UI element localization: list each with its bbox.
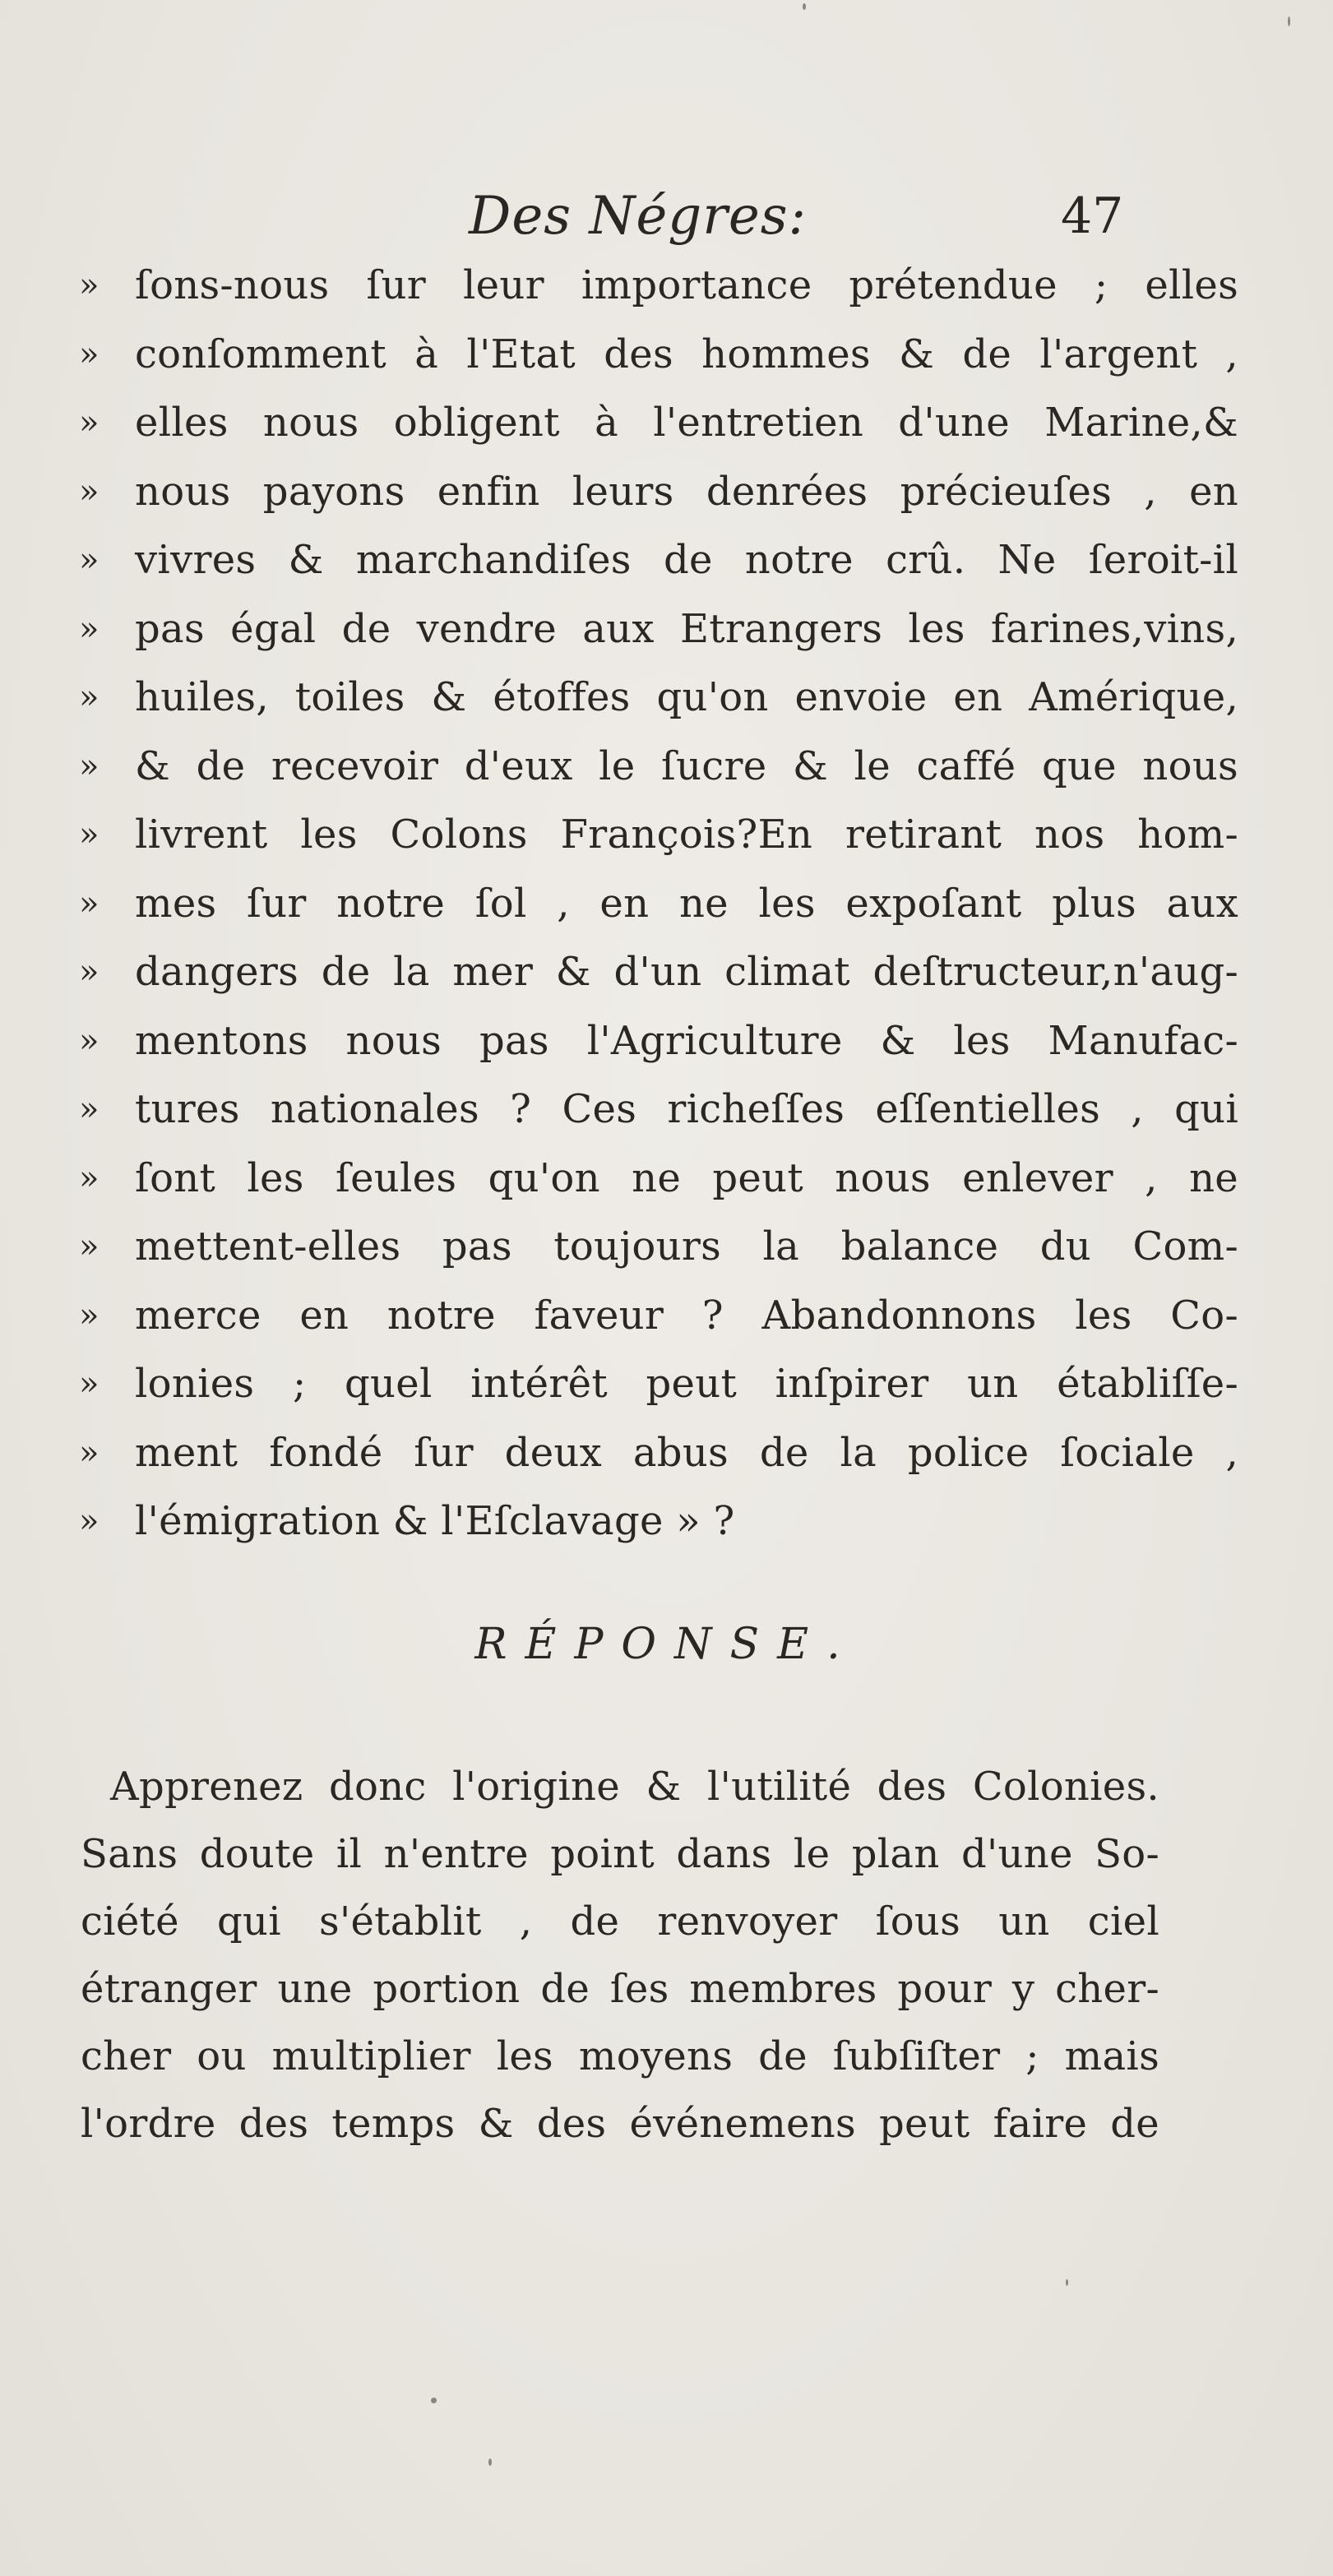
quoted-line-text: livrent les Colons François?En retirant nos hom- <box>135 812 1238 858</box>
quoted-line <box>79 938 1238 1007</box>
paper-speck <box>488 2458 492 2466</box>
quoted-line <box>79 1007 1238 1076</box>
quoted-line <box>79 389 1238 458</box>
quoted-line <box>79 664 1238 733</box>
quote-mark: » <box>79 1159 100 1197</box>
quoted-line-text: huiles, toiles & étoffes qu'on envoie en Amérique, <box>135 674 1238 720</box>
quote-mark: » <box>79 1433 100 1472</box>
quoted-line-text: ſons-nous ſur leur importance prétendue ; elles <box>135 262 1238 308</box>
quoted-line-text: elles nous obligent à l'entretien d'une Marine,& <box>135 400 1238 446</box>
quoted-line-text: mes ſur notre ſol , en ne les expoſant plus aux <box>135 880 1238 927</box>
paper-speck <box>431 2398 437 2403</box>
quote-mark: » <box>79 747 100 785</box>
quoted-line <box>79 321 1238 390</box>
quoted-line <box>79 526 1238 595</box>
page-number: 47 <box>1061 187 1124 245</box>
quoted-line <box>79 1075 1238 1145</box>
quote-mark: » <box>79 541 100 579</box>
quoted-line-text: tures nationales ? Ces richeſſes eſſentielles , qui <box>135 1086 1238 1132</box>
quoted-line <box>79 801 1238 870</box>
quoted-line-text: nous payons enfin leurs denrées précieuſes , en <box>135 468 1238 515</box>
quoted-line-text: vivres & marchandiſes de notre crû. Ne ſeroit-il <box>135 537 1238 583</box>
quote-mark: » <box>79 1021 100 1060</box>
quoted-line-text: ſont les ſeules qu'on ne peut nous enlever , ne <box>135 1154 1238 1201</box>
quoted-line <box>79 252 1238 321</box>
quoted-passage <box>79 252 1238 1556</box>
paragraph-line: Sans doute il n'entre point dans le plan d'une So- <box>81 1831 1159 1877</box>
section-heading: RÉPONSE. <box>474 1620 859 1669</box>
quoted-line-text: conſomment à l'Etat des hommes & de l'argent , <box>135 331 1238 377</box>
paper-speck <box>1066 2279 1068 2286</box>
quoted-line <box>79 1419 1238 1488</box>
quote-mark: » <box>79 335 100 373</box>
quote-mark: » <box>79 816 100 853</box>
paper-speck <box>1288 16 1290 26</box>
paragraph-line: Apprenez donc l'origine & l'utilité des Colonies. <box>110 1764 1159 1810</box>
quoted-line <box>79 733 1238 802</box>
quoted-line <box>79 1213 1238 1282</box>
response-paragraph <box>81 1753 1159 2157</box>
paragraph-line: ciété qui s'établit , de renvoyer ſous un ciel <box>81 1898 1159 1945</box>
quote-mark: » <box>79 472 100 511</box>
quote-mark: » <box>79 266 100 304</box>
quoted-line <box>79 870 1238 939</box>
quoted-line-text: lonies ; quel intérêt peut inſpirer un établiſſe- <box>135 1361 1238 1407</box>
quote-mark: » <box>79 1090 100 1128</box>
running-title: Des Négres: <box>469 186 808 247</box>
quoted-line <box>79 1145 1238 1214</box>
quoted-line <box>79 595 1238 664</box>
quote-mark: » <box>79 1365 100 1403</box>
paragraph-line: cher ou multiplier les moyens de ſubſiſter ; mais <box>81 2033 1159 2079</box>
quoted-line <box>79 1487 1173 1556</box>
quote-mark: » <box>79 1228 100 1265</box>
quote-mark: » <box>79 678 100 716</box>
quoted-line-text: dangers de la mer & d'un climat deſtructeur,n'aug- <box>135 949 1238 995</box>
quoted-line <box>79 1350 1238 1419</box>
paragraph-line: l'ordre des temps & des événemens peut faire de <box>81 2101 1159 2147</box>
quoted-line-text: mentons nous pas l'Agriculture & les Manufac- <box>135 1017 1238 1064</box>
quote-mark: » <box>79 953 100 991</box>
quote-mark: » <box>79 884 100 923</box>
page-header <box>0 179 1333 253</box>
quoted-line-text: & de recevoir d'eux le ſucre & le caffé que nous <box>135 742 1238 789</box>
quoted-line <box>79 1282 1238 1351</box>
quoted-line-text: pas égal de vendre aux Etrangers les farines,vins, <box>135 605 1238 652</box>
quote-mark: » <box>79 1296 100 1334</box>
quote-mark: » <box>79 1502 100 1540</box>
quote-mark: » <box>79 404 100 442</box>
quoted-line-text: ment fondé ſur deux abus de la police ſociale , <box>135 1429 1238 1476</box>
quoted-line-text: l'émigration & l'Eſclavage » ? <box>135 1498 735 1544</box>
paragraph-line: étranger une portion de ſes membres pour y cher- <box>81 1966 1159 2012</box>
paper-speck <box>803 3 806 10</box>
quoted-line-text: mettent-elles pas toujours la balance du Com- <box>135 1223 1238 1270</box>
quoted-line-text: merce en notre faveur ? Abandonnons les Co- <box>135 1292 1238 1339</box>
quoted-line <box>79 458 1238 527</box>
quote-mark: » <box>79 609 100 648</box>
